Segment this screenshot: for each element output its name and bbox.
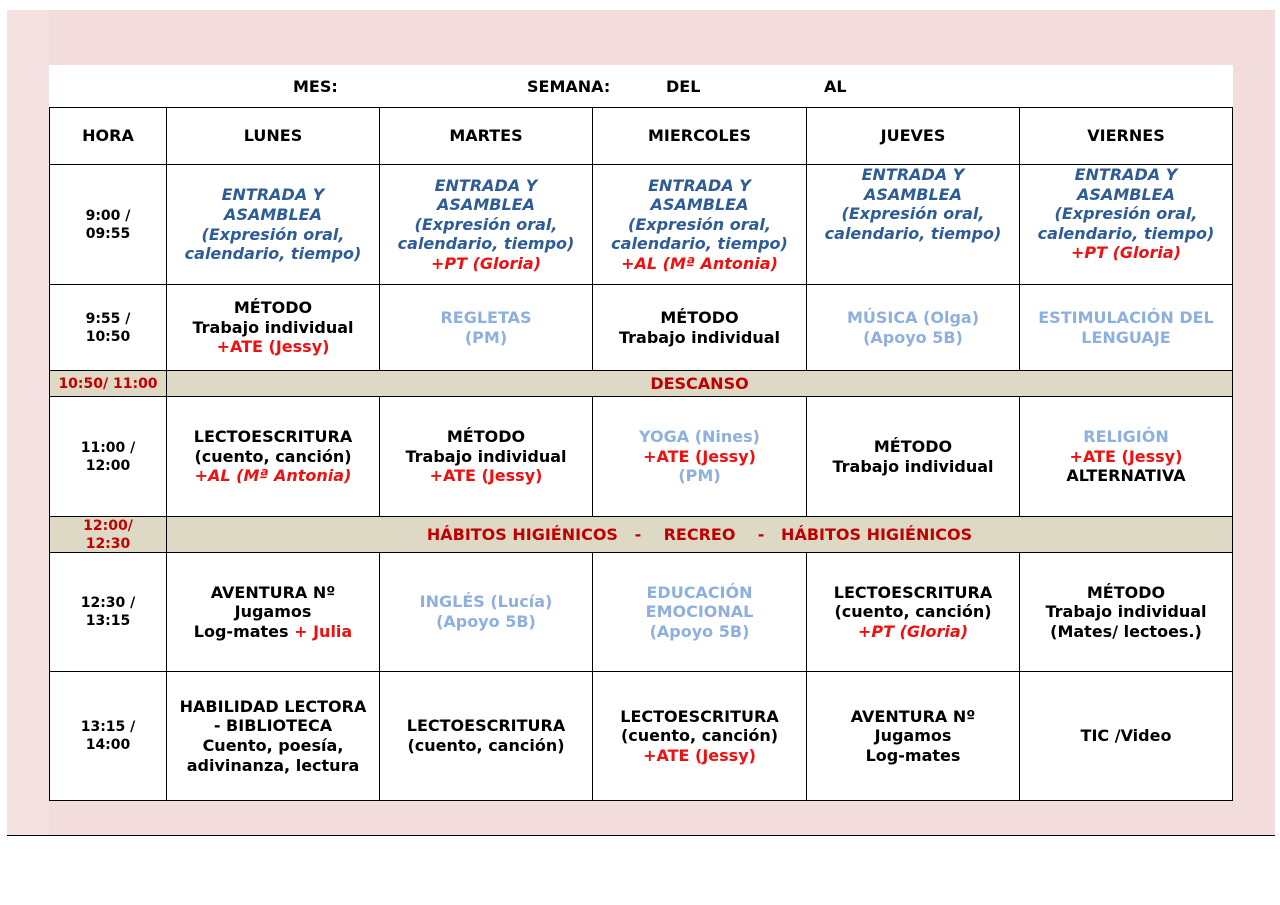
header-miercoles: MIERCOLES bbox=[592, 107, 807, 165]
time-cell-9-55: 9:55 / 10:50 bbox=[49, 284, 167, 371]
jueves-metodo-cell: MÉTODO Trabajo individual bbox=[806, 396, 1020, 517]
semana-label: SEMANA: bbox=[527, 77, 611, 96]
martes-lectoescritura-cell: LECTOESCRITURA (cuento, canción) bbox=[379, 671, 593, 801]
header-lunes: LUNES bbox=[166, 107, 380, 165]
jueves-musica-cell: MÚSICA (Olga) (Apoyo 5B) bbox=[806, 284, 1020, 371]
time-cell-12-30: 12:30 / 13:15 bbox=[49, 552, 167, 672]
martes-regletas-cell: REGLETAS (PM) bbox=[379, 284, 593, 371]
bottom-rule bbox=[7, 835, 1275, 836]
miercoles-educacion-cell: EDUCACIÓN EMOCIONAL (Apoyo 5B) bbox=[592, 552, 807, 672]
lunes-metodo-cell: MÉTODO Trabajo individual +ATE (Jessy) bbox=[166, 284, 380, 371]
time-cell-11-00: 11:00 / 12:00 bbox=[49, 396, 167, 517]
martes-ingles-cell: INGLÉS (Lucía) (Apoyo 5B) bbox=[379, 552, 593, 672]
miercoles-yoga-cell: YOGA (Nines) +ATE (Jessy) (PM) bbox=[592, 396, 807, 517]
viernes-religion-cell: RELIGIÓN +ATE (Jessy) ALTERNATIVA bbox=[1019, 396, 1233, 517]
jueves-aventura-cell: AVENTURA Nº Jugamos Log-mates bbox=[806, 671, 1020, 801]
al-label: AL bbox=[824, 77, 847, 96]
lunes-entrada-cell: ENTRADA Y ASAMBLEA (Expresión oral, calendario, tiempo) bbox=[166, 164, 380, 285]
left-margin-strip bbox=[7, 10, 49, 835]
miercoles-entrada-cell: ENTRADA Y ASAMBLEA (Expresión oral, calendario, tiempo) +AL (Mª Antonia) bbox=[592, 164, 807, 285]
lunes-habilidad-lectora-cell: HABILIDAD LECTORA - BIBLIOTECA Cuento, poesía, adivinanza, lectura bbox=[166, 671, 380, 801]
mes-label: MES: bbox=[293, 77, 338, 96]
martes-entrada-cell: ENTRADA Y ASAMBLEA (Expresión oral, calendario, tiempo) +PT (Gloria) bbox=[379, 164, 593, 285]
martes-metodo-cell: MÉTODO Trabajo individual +ATE (Jessy) bbox=[379, 396, 593, 517]
header-martes: MARTES bbox=[379, 107, 593, 165]
descanso-band: DESCANSO bbox=[166, 370, 1233, 397]
header-hora: HORA bbox=[49, 107, 167, 165]
time-cell-9-00: 9:00 / 09:55 bbox=[49, 164, 167, 285]
jueves-entrada-cell: ENTRADA Y ASAMBLEA (Expresión oral, calendario, tiempo) bbox=[806, 164, 1020, 285]
viernes-estimulacion-cell: ESTIMULACIÓN DEL LENGUAJE bbox=[1019, 284, 1233, 371]
jueves-lectoescritura-cell: LECTOESCRITURA (cuento, canción) +PT (Gloria) bbox=[806, 552, 1020, 672]
viernes-entrada-cell: ENTRADA Y ASAMBLEA (Expresión oral, calendario, tiempo) +PT (Gloria) bbox=[1019, 164, 1233, 285]
viernes-metodo-cell: MÉTODO Trabajo individual (Mates/ lectoes.) bbox=[1019, 552, 1233, 672]
miercoles-lectoescritura-cell: LECTOESCRITURA (cuento, canción) +ATE (Jessy) bbox=[592, 671, 807, 801]
header-jueves: JUEVES bbox=[806, 107, 1020, 165]
viernes-tic-cell: TIC /Video bbox=[1019, 671, 1233, 801]
header-viernes: VIERNES bbox=[1019, 107, 1233, 165]
lunes-aventura-cell: AVENTURA Nº Jugamos Log-mates + Julia bbox=[166, 552, 380, 672]
del-label: DEL bbox=[666, 77, 701, 96]
time-cell-descanso: 10:50/ 11:00 bbox=[49, 370, 167, 397]
miercoles-metodo-cell: MÉTODO Trabajo individual bbox=[592, 284, 807, 371]
lunes-lectoescritura-cell: LECTOESCRITURA (cuento, canción) +AL (Mª Antonia) bbox=[166, 396, 380, 517]
recreo-band: HÁBITOS HIGIÉNICOS - RECREO - HÁBITOS HIGIÉNICOS bbox=[166, 516, 1233, 553]
time-cell-13-15: 13:15 / 14:00 bbox=[49, 671, 167, 801]
time-cell-recreo: 12:00/ 12:30 bbox=[49, 516, 167, 553]
